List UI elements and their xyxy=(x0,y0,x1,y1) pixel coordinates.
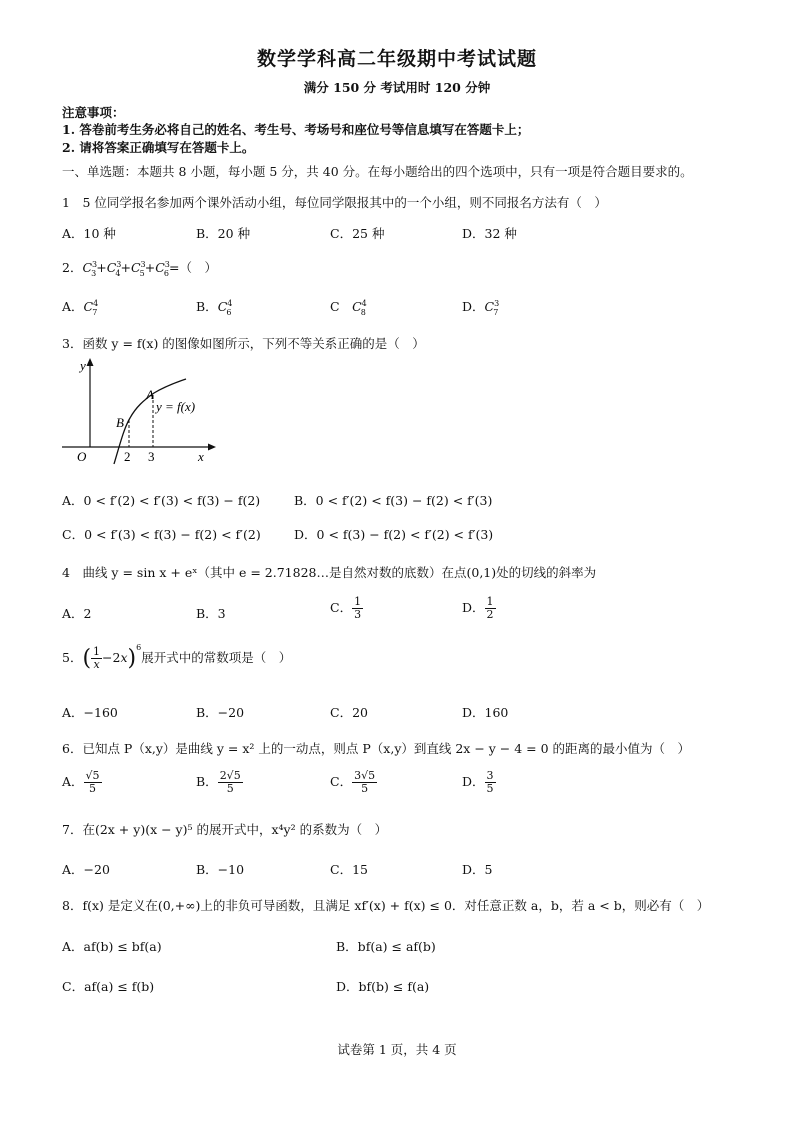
question-7-option-a: A．−20 xyxy=(62,862,110,877)
question-5-option-a: A．−160 xyxy=(62,705,118,720)
page-footer: 试卷第 1 页，共 4 页 xyxy=(337,1042,457,1057)
question-2-stem: 2．$C^3_3+C^3_4+C^3_5+C^3_6=$（ ） xyxy=(62,259,217,278)
question-8-option-a: A．af(b) ≤ bf(a) xyxy=(62,939,162,954)
question-6-option-a: A． $\frac{√5}{5}$ xyxy=(62,769,100,795)
question-5-option-c: C．20 xyxy=(330,705,368,720)
y-axis-label: y xyxy=(80,358,86,373)
question-1-option-c: C．25 种 xyxy=(330,226,385,241)
question-4-option-a: A．2 xyxy=(62,606,92,621)
tick-label-2: 2 xyxy=(124,449,131,464)
question-7-stem: 7．在(2x + y)(x − y)⁵ 的展开式中，x⁴y² 的系数为（ ） xyxy=(62,822,388,837)
question-4-option-b: B．3 xyxy=(196,606,226,621)
question-2-option-d: D．$C^3_7$ xyxy=(462,298,500,317)
section-heading: 一、单选题：本题共 8 小题，每小题 5 分，共 40 分。在每小题给出的四个选项中，只有一项是符合题目要求的。 xyxy=(62,164,693,179)
question-4-stem: 4 曲线 y = sin x + eˣ（其中 e = 2.71828…是自然对数的底数）在点(0,1)处的切线的斜率为 xyxy=(62,565,597,580)
question-6-option-c: C． $\frac{3√5}{5}$ xyxy=(330,769,376,795)
question-6-stem: 6．已知点 P（x,y）是曲线 y = x² 上的一动点，则点 P（x,y）到直线 2x − y − 4 = 0 的距离的最小值为（ ） xyxy=(62,741,691,756)
question-3-stem: 3．函数 y = f(x) 的图像如图所示，下列不等关系正确的是（ ） xyxy=(62,336,425,351)
question-1-option-a: A．10 种 xyxy=(62,226,116,241)
question-3-option-a: A．0 < f′(2) < f′(3) < f(3) − f(2) xyxy=(62,493,261,508)
question-5-option-b: B．−20 xyxy=(196,705,245,720)
question-6-option-d: D． $\frac{3}{5}$ xyxy=(462,769,494,795)
question-1-option-b: B．20 种 xyxy=(196,226,251,241)
point-b-label: B xyxy=(116,415,124,430)
question-1-stem: 1 5 位同学报名参加两个课外活动小组，每位同学限报其中的一个小组，则不同报名方法有（ ） xyxy=(62,195,607,210)
curve-label: y = f(x) xyxy=(156,399,196,414)
question-1-option-d: D．32 种 xyxy=(462,226,517,241)
question-4-option-c: C． $\frac{1}{3}$ xyxy=(330,595,362,621)
question-3-option-d: D．0 < f(3) − f(2) < f′(2) < f′(3) xyxy=(294,527,494,542)
x-axis-arrow-icon xyxy=(208,444,216,451)
function-graph xyxy=(58,352,228,467)
question-7-option-c: C．15 xyxy=(330,862,368,877)
notes-heading: 注意事项： xyxy=(62,105,125,120)
page-subtitle: 满分 150 分 考试用时 120 分钟 xyxy=(303,80,491,95)
question-2-suffix: =（ ） xyxy=(168,260,217,275)
origin-label: O xyxy=(77,449,87,464)
notes-line-2: 2. 请将答案正确填写在答题卡上。 xyxy=(62,140,255,155)
question-8-option-c: C．af(a) ≤ f(b) xyxy=(62,979,155,994)
question-2-option-b: B．$C^4_6$ xyxy=(196,298,233,317)
question-7-option-b: B．−10 xyxy=(196,862,245,877)
question-5-option-d: D．160 xyxy=(462,705,509,720)
question-3-option-c: C．0 < f′(3) < f(3) − f(2) < f′(2) xyxy=(62,527,261,542)
question-2-option-a: A．$C^4_7$ xyxy=(62,298,99,317)
y-axis-arrow-icon xyxy=(87,358,94,366)
page-title: 数学学科高二年级期中考试试题 xyxy=(256,48,537,70)
question-2-option-c: C $C^4_8$ xyxy=(330,298,367,317)
question-8-option-b: B．bf(a) ≤ af(b) xyxy=(336,939,436,954)
question-2-prefix: 2． xyxy=(62,260,83,275)
tick-label-3: 3 xyxy=(148,449,155,464)
question-3-option-b: B．0 < f′(2) < f(3) − f(2) < f′(3) xyxy=(294,493,493,508)
question-5-stem: 5．( $\frac{1}{x}$ −2x)$^6$展开式中的常数项是（ ） xyxy=(62,643,292,671)
question-8-option-d: D．bf(b) ≤ f(a) xyxy=(336,979,430,994)
question-8-stem: 8．f(x) 是定义在(0,+∞)上的非负可导函数，且满足 xf′(x) + f(x) ≤ 0．对任意正数 a，b，若 a < b，则必有（ ） xyxy=(62,898,710,913)
question-4-option-d: D． $\frac{1}{2}$ xyxy=(462,595,494,621)
question-7-option-d: D．5 xyxy=(462,862,493,877)
x-axis-label: x xyxy=(198,449,204,464)
point-a-label: A xyxy=(146,387,154,402)
question-6-option-b: B． $\frac{2√5}{5}$ xyxy=(196,769,241,795)
notes-line-1: 1. 答卷前考生务必将自己的姓名、考生号、考场号和座位号等信息填写在答题卡上； xyxy=(62,122,530,137)
